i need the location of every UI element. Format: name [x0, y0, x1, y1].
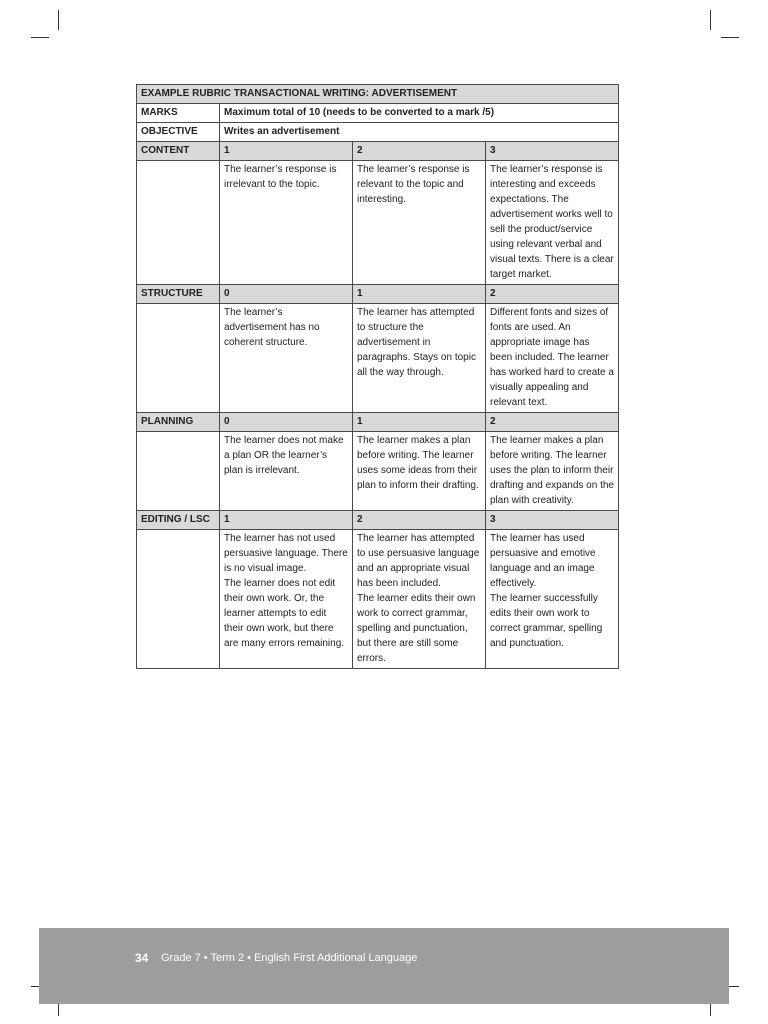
structure-description: Different fonts and sizes of fonts are used. An appropriate image has been included. The learner has worked hard to create a visually appealing and relevant text.: [486, 304, 619, 413]
rubric-title: EXAMPLE RUBRIC TRANSACTIONAL WRITING: ADVERTISEMENT: [137, 85, 619, 104]
rubric-table: [136, 84, 619, 669]
page-number: 34: [135, 951, 149, 965]
planning-description: The learner does not make a plan OR the learner’s plan is irrelevant.: [220, 432, 353, 511]
planning-description-row: [137, 432, 619, 511]
content-label: CONTENT: [137, 142, 220, 161]
editing-level: 2: [353, 511, 486, 530]
editing-level: 1: [220, 511, 353, 530]
planning-label: PLANNING: [137, 413, 220, 432]
editing-description-row: [137, 530, 619, 669]
structure-level: 2: [486, 285, 619, 304]
content-level: 1: [220, 142, 353, 161]
marks-label: MARKS: [137, 104, 220, 123]
objective-label: OBJECTIVE: [137, 123, 220, 142]
planning-description: The learner makes a plan before writing. The learner uses the plan to inform their drafting and expands on the plan with creativity.: [486, 432, 619, 511]
crop-mark: [710, 10, 711, 30]
planning-description: The learner makes a plan before writing. The learner uses some ideas from their plan to inform their drafting.: [353, 432, 486, 511]
marks-row: [137, 104, 619, 123]
content-description: The learner’s response is irrelevant to the topic.: [220, 161, 353, 285]
editing-description-part: The learner does not edit their own work. Or, the learner attempts to edit their own work, but there are many errors remaining.: [224, 578, 345, 649]
empty-cell: [137, 530, 220, 669]
editing-description-part: The learner successfully edits their own work to correct grammar, spelling and punctuation.: [490, 593, 603, 649]
planning-level: 0: [220, 413, 353, 432]
crop-mark: [721, 37, 739, 38]
empty-cell: [137, 304, 220, 413]
planning-header-row: [137, 413, 619, 432]
editing-label: EDITING / LSC: [137, 511, 220, 530]
crop-mark: [31, 37, 49, 38]
structure-level: 0: [220, 285, 353, 304]
editing-header-row: [137, 511, 619, 530]
structure-description: The learner’s advertisement has no coherent structure.: [220, 304, 353, 413]
marks-value: Maximum total of 10 (needs to be converted to a mark /5): [220, 104, 619, 123]
planning-level: 2: [486, 413, 619, 432]
empty-cell: [137, 432, 220, 511]
structure-header-row: [137, 285, 619, 304]
content-description: The learner’s response is relevant to the topic and interesting.: [353, 161, 486, 285]
content-level: 2: [353, 142, 486, 161]
editing-description: [353, 530, 486, 669]
page-footer: [39, 928, 729, 1004]
empty-cell: [137, 161, 220, 285]
planning-level: 1: [353, 413, 486, 432]
content-description: The learner’s response is interesting and exceeds expectations. The advertisement works well to sell the product/service using relevant verbal and visual texts. There is a clear target market.: [486, 161, 619, 285]
structure-description-row: [137, 304, 619, 413]
editing-description: [220, 530, 353, 669]
footer-text: Grade 7 • Term 2 • English First Additional Language: [161, 952, 418, 964]
objective-row: [137, 123, 619, 142]
rubric-title-row: [137, 85, 619, 104]
crop-mark: [58, 10, 59, 30]
content-header-row: [137, 142, 619, 161]
editing-level: 3: [486, 511, 619, 530]
structure-description: The learner has attempted to structure the advertisement in paragraphs. Stays on topic all the way through.: [353, 304, 486, 413]
editing-description-part: The learner edits their own work to correct grammar, spelling and punctuation, but there are still some errors.: [357, 593, 476, 664]
structure-label: STRUCTURE: [137, 285, 220, 304]
editing-description: [486, 530, 619, 669]
editing-description-part: The learner has attempted to use persuasive language and an appropriate visual has been included.: [357, 533, 480, 589]
content-level: 3: [486, 142, 619, 161]
editing-description-part: The learner has not used persuasive language. There is no visual image.: [224, 533, 348, 574]
structure-level: 1: [353, 285, 486, 304]
content-description-row: [137, 161, 619, 285]
editing-description-part: The learner has used persuasive and emotive language and an image effectively.: [490, 533, 596, 589]
objective-value: Writes an advertisement: [220, 123, 619, 142]
